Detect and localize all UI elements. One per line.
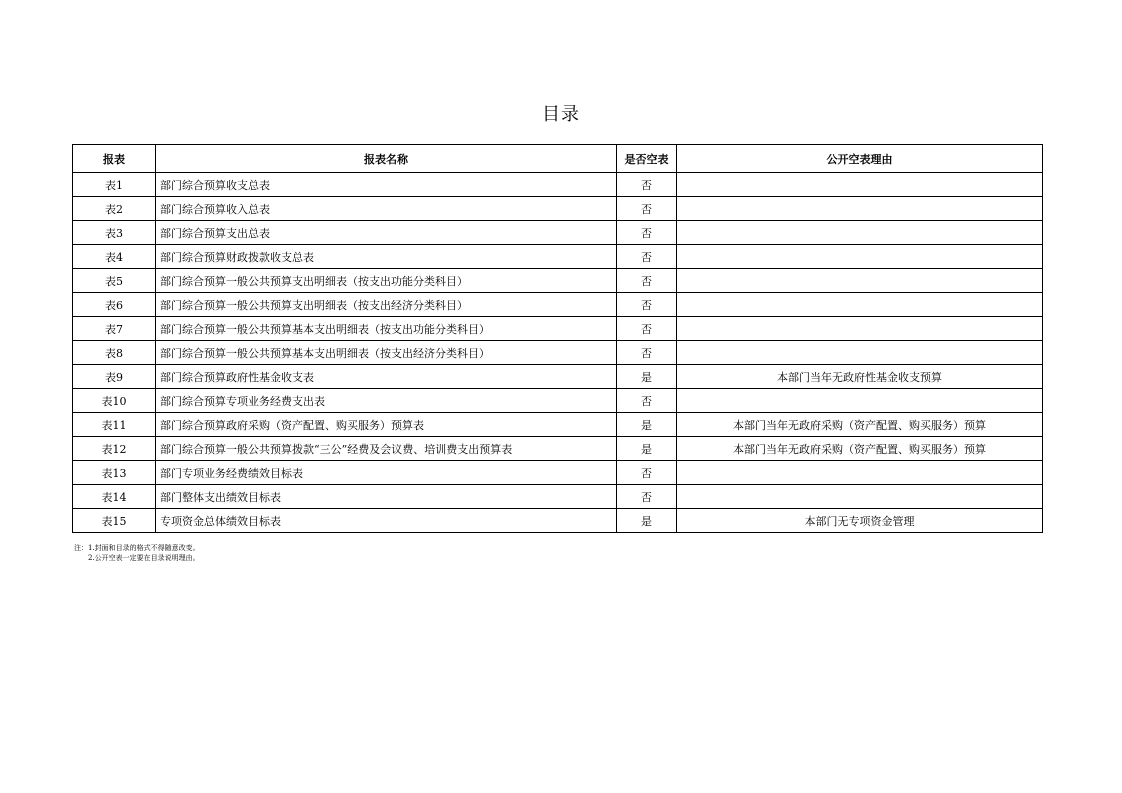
cell-is-empty: 否: [617, 293, 677, 317]
cell-empty-reason: [677, 269, 1043, 293]
table-row: [73, 197, 1043, 221]
table-header-row: [73, 145, 1043, 173]
cell-empty-reason: [677, 221, 1043, 245]
table-row: [73, 269, 1043, 293]
cell-is-empty: 否: [617, 317, 677, 341]
cell-is-empty: 否: [617, 197, 677, 221]
page-title: 目录: [542, 104, 580, 125]
cell-report-name: 部门综合预算一般公共预算支出明细表（按支出经济分类科目）: [156, 293, 617, 317]
cell-is-empty: 否: [617, 389, 677, 413]
cell-report-id: 表6: [73, 293, 156, 317]
cell-is-empty: 否: [617, 221, 677, 245]
cell-is-empty: 否: [617, 341, 677, 365]
notes: [74, 543, 200, 563]
table-row: [73, 317, 1043, 341]
table-row: [73, 413, 1043, 437]
cell-report-id: 表14: [73, 485, 156, 509]
cell-report-id: 表12: [73, 437, 156, 461]
cell-empty-reason: [677, 341, 1043, 365]
header-is-empty: 是否空表: [617, 145, 677, 173]
cell-empty-reason: [677, 389, 1043, 413]
cell-empty-reason: [677, 245, 1043, 269]
cell-empty-reason: 本部门当年无政府采购（资产配置、购买服务）预算: [677, 413, 1043, 437]
cell-empty-reason: 本部门当年无政府性基金收支预算: [677, 365, 1043, 389]
table-row: [73, 221, 1043, 245]
cell-report-name: 部门综合预算一般公共预算支出明细表（按支出功能分类科目）: [156, 269, 617, 293]
cell-report-id: 表5: [73, 269, 156, 293]
table-row: [73, 173, 1043, 197]
note-line: 2.公开空表一定要在目录说明理由。: [74, 554, 200, 562]
cell-report-name: 部门综合预算收支总表: [156, 173, 617, 197]
cell-report-id: 表7: [73, 317, 156, 341]
cell-report-id: 表10: [73, 389, 156, 413]
table-row: [73, 365, 1043, 389]
cell-report-name: 部门综合预算政府采购（资产配置、购买服务）预算表: [156, 413, 617, 437]
table-row: [73, 461, 1043, 485]
cell-empty-reason: [677, 461, 1043, 485]
table-row: [73, 245, 1043, 269]
cell-is-empty: 否: [617, 269, 677, 293]
cell-report-name: 部门整体支出绩效目标表: [156, 485, 617, 509]
header-empty-reason: 公开空表理由: [677, 145, 1043, 173]
cell-empty-reason: [677, 293, 1043, 317]
table-row: [73, 485, 1043, 509]
cell-report-id: 表9: [73, 365, 156, 389]
cell-report-name: 专项资金总体绩效目标表: [156, 509, 617, 533]
table-row: [73, 341, 1043, 365]
cell-report-name: 部门综合预算财政拨款收支总表: [156, 245, 617, 269]
cell-is-empty: 否: [617, 245, 677, 269]
cell-report-id: 表4: [73, 245, 156, 269]
cell-empty-reason: 本部门无专项资金管理: [677, 509, 1043, 533]
cell-empty-reason: 本部门当年无政府采购（资产配置、购买服务）预算: [677, 437, 1043, 461]
cell-report-name: 部门综合预算政府性基金收支表: [156, 365, 617, 389]
cell-report-name: 部门综合预算专项业务经费支出表: [156, 389, 617, 413]
cell-report-name: 部门专项业务经费绩效目标表: [156, 461, 617, 485]
cell-is-empty: 是: [617, 413, 677, 437]
catalog-table: [72, 144, 1043, 533]
note-line: 注：1.封面和目录的格式不得随意改变。: [74, 544, 200, 552]
cell-report-id: 表13: [73, 461, 156, 485]
cell-report-id: 表2: [73, 197, 156, 221]
cell-report-name: 部门综合预算支出总表: [156, 221, 617, 245]
cell-empty-reason: [677, 485, 1043, 509]
cell-is-empty: 否: [617, 461, 677, 485]
cell-report-name: 部门综合预算一般公共预算基本支出明细表（按支出功能分类科目）: [156, 317, 617, 341]
table-row: [73, 437, 1043, 461]
cell-empty-reason: [677, 197, 1043, 221]
header-report-id: 报表: [73, 145, 156, 173]
cell-report-id: 表11: [73, 413, 156, 437]
table-row: [73, 293, 1043, 317]
cell-report-id: 表1: [73, 173, 156, 197]
cell-is-empty: 否: [617, 173, 677, 197]
cell-report-name: 部门综合预算一般公共预算基本支出明细表（按支出经济分类科目）: [156, 341, 617, 365]
cell-report-id: 表8: [73, 341, 156, 365]
cell-report-name: 部门综合预算一般公共预算拨款“三公”经费及会议费、培训费支出预算表: [156, 437, 617, 461]
cell-report-id: 表3: [73, 221, 156, 245]
cell-is-empty: 是: [617, 365, 677, 389]
cell-is-empty: 是: [617, 509, 677, 533]
header-report-name: 报表名称: [156, 145, 617, 173]
cell-is-empty: 否: [617, 485, 677, 509]
table-body: [73, 173, 1043, 533]
table-row: [73, 509, 1043, 533]
cell-empty-reason: [677, 317, 1043, 341]
cell-empty-reason: [677, 173, 1043, 197]
table-row: [73, 389, 1043, 413]
cell-report-id: 表15: [73, 509, 156, 533]
cell-is-empty: 是: [617, 437, 677, 461]
cell-report-name: 部门综合预算收入总表: [156, 197, 617, 221]
